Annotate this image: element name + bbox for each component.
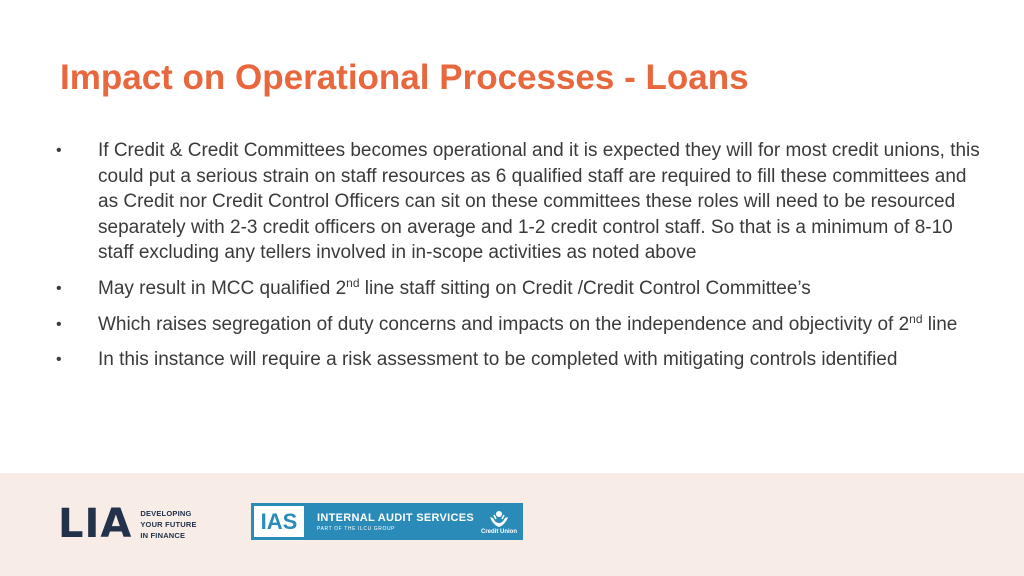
ordinal-suffix: nd — [346, 275, 360, 290]
bullet-text-part: Which raises segregation of duty concerns and impacts on the independence and objectivity of 2 — [98, 313, 910, 335]
ias-subtitle: PART OF THE ILCU GROUP — [317, 525, 396, 532]
ias-logo — [251, 503, 523, 540]
bullet-text: In this instance will require a risk assessment to be completed with mitigating controls identified — [98, 349, 898, 371]
bullet-text — [98, 311, 958, 335]
footer-band — [0, 473, 1024, 576]
lia-wordmark: LIA — [58, 501, 133, 547]
lia-tagline — [140, 508, 196, 541]
ias-name: INTERNAL AUDIT SERVICES — [317, 511, 475, 524]
bullet-icon: • — [56, 142, 62, 159]
bullet-list — [56, 138, 986, 383]
lia-tagline-line: IN FINANCE — [140, 530, 186, 540]
bullet-icon: • — [56, 351, 62, 369]
bullet-text-part: line — [922, 313, 958, 335]
credit-union-hands-icon — [488, 509, 510, 529]
bullet-icon: • — [56, 315, 62, 333]
lia-tagline-line: DEVELOPING — [140, 508, 192, 518]
bullet-item — [56, 312, 986, 338]
bullet-text: If Credit & Credit Committees becomes operational and it is expected they will for most credit unions, this could put a serious strain on staff resources as 6 qualified staff are required to fill these committees and as Credit nor Credit Control Officers can sit on these committees these roles will need to be resourced separately with 2-3 credit officers on average and 1-2 credit control staff. So that is a minimum of 8-10 staff excluding any tellers involved in in-scope activities as noted above — [98, 140, 980, 264]
ias-text-block — [307, 503, 475, 540]
bullet-text-part: line staff sitting on Credit /Credit Control Committee’s — [359, 277, 811, 299]
bullet-text-part: May result in MCC qualified 2 — [98, 277, 347, 299]
credit-union-label: Credit Union — [481, 528, 517, 535]
lia-logo — [58, 501, 197, 547]
bullet-text — [98, 275, 811, 299]
bullet-item — [56, 347, 986, 373]
bullet-icon: • — [56, 279, 62, 297]
ordinal-suffix: nd — [909, 311, 923, 326]
lia-tagline-line: YOUR FUTURE — [140, 519, 197, 529]
ias-badge: IAS — [254, 506, 304, 537]
bullet-item — [56, 138, 986, 266]
bullet-item — [56, 276, 986, 302]
slide-title: Impact on Operational Processes - Loans — [60, 58, 749, 97]
credit-union-logo — [475, 503, 523, 540]
